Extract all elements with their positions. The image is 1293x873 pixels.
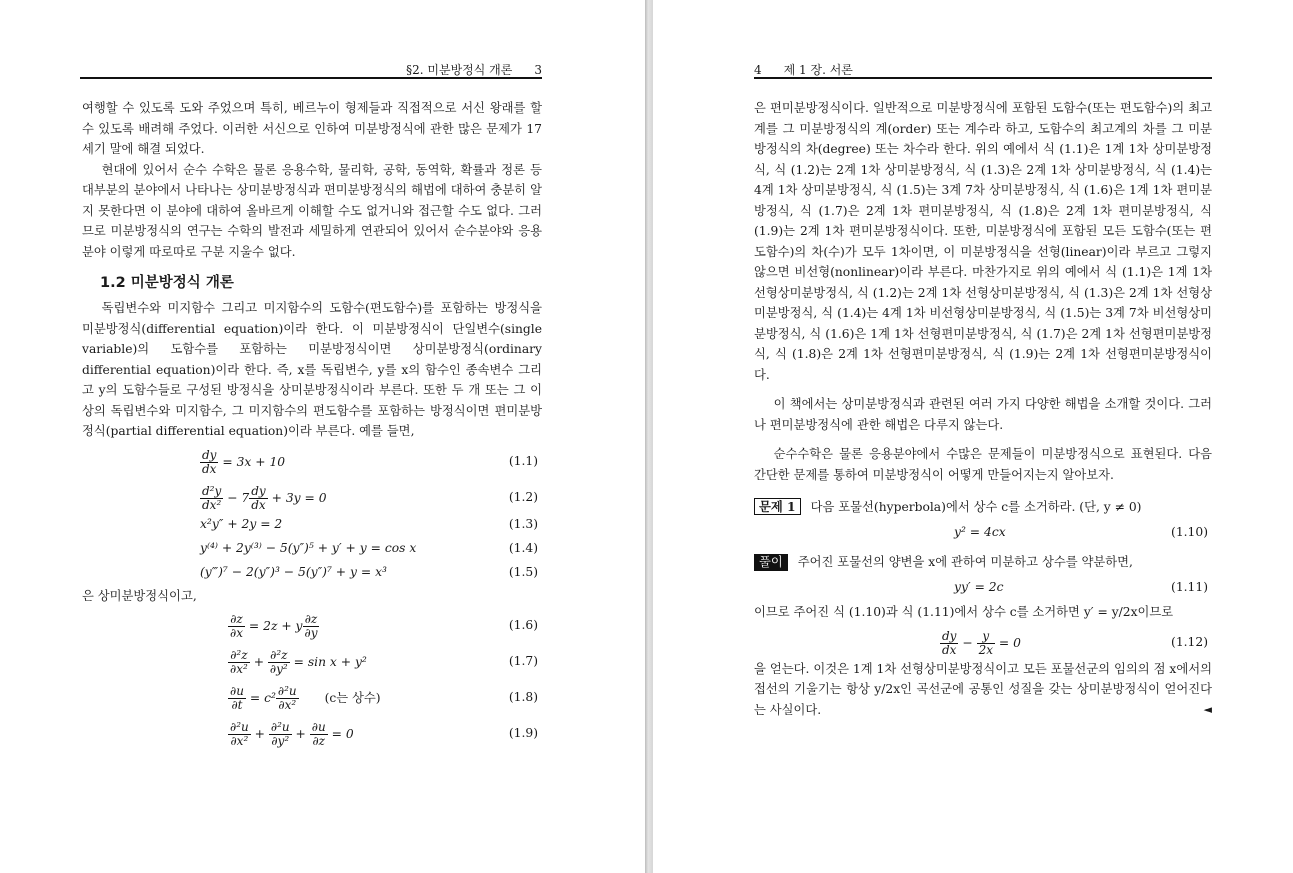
right-header-rule xyxy=(754,77,1212,79)
equation-1-7: $\frac{\text{∂²z}}{\text{∂x²}}$ + $\frac{\text{∂²z}}{\text{∂y²}}$ = sin x + y² (1.7) xyxy=(230,648,538,676)
equation-1-5 xyxy=(82,562,542,586)
paragraph-definition: 독립변수와 미지함수 그리고 미지함수의 도함수(편도함수)를 포함하는 방정식을 미분방정식(differential equation)이라 한다. 이 미분방정식이 단일변수(single variable)의 도함수를 포함하는 미분방정식이면 상미분방정식(ordinary differential equation)이라 한다. 즉, x를 독립변수, y를 x의 함수인 종속변수 그리고 y의 도함수들로 구성된 방정식을 상미분방정식이라 부른다. 또한 두 개 또는 그 이상의 독립변수와 미지함수, 그 미지함수의 편도함수를 포함하는 방정식이면 편미분방정식(partial differential equation)이라 부른다. 예를 들면, xyxy=(82,301,542,438)
paragraph-order-degree: 은 편미분방정식이다. 일반적으로 미분방정식에 포함된 도함수(또는 편도함수)의 최고계를 그 미분방정식의 계(order) 또는 계수라 하고, 도함수의 최고계의 차를 그 미분방정식의 차(degree) 또는 차수라 한다. 위의 예에서 식 (1.1)은 1계 1차 상미분방정식, 식 (1.2)는 2계 1차 상미분방정식, 식 (1.3)은 2계 1차 상미분방정식, 식 (1.4)는 4계 1차 상미분방정식, 식 (1.5)는 3계 7차 상미분방정식, 식 (1.6)은 1계 1차 편미분방정식, 식 (1.7)은 2계 1차 편미분방정식, 식 (1.8)은 2계 1차 편미분방정식, 식 (1.9)는 2계 1차 편미분방정식이다. 또한, 미분방정식에 포함된 모든 도함수(또는 편도함수)의 차(수)가 모두 1차이면, 이 미분방정식을 선형(linear)이라 부르고 그렇지 않으면 비선형(nonlinear)이라 부른다. 마찬가지로 위의 예에서 식 (1.1)은 1계 1차 선형상미분방정식, 식 (1.2)는 2계 1차 선형상미분방정식, 식 (1.3)은 2계 1차 선형상미분방정식, 식 (1.4)는 4계 1차 비선형상미분방정식, 식 (1.5)는 3계 7차 비선형상미분방정식, 식 (1.6)은 1계 1차 선형편미분방정식, 식 (1.7)은 2계 1차 선형편미분방정식, 식 (1.8)은 2계 1차 선형편미분방정식, 식 (1.9)는 2계 1차 선형편미분방정식이다. xyxy=(754,101,1212,382)
eq-1-8-number: (1.8) xyxy=(508,690,538,704)
equation-1-10 xyxy=(754,518,1212,546)
eq-1-7-rhs: = sin x + y² xyxy=(293,655,367,669)
section-title: 1.2 미분방정식 개론 xyxy=(100,275,234,291)
eq-1-11-text: yy′ = 2c xyxy=(954,580,1004,594)
problem-text: 다음 포물선(hyperbola)에서 상수 c를 소거하라. (단, y ≠ 0) xyxy=(810,500,1142,514)
right-header-chapter: 제 1 장. 서론 xyxy=(783,63,853,77)
right-page-number: 4 xyxy=(754,63,762,77)
eq-1-1-rhs: = 3x + 10 xyxy=(222,454,286,469)
eq-1-6-number: (1.6) xyxy=(508,618,538,632)
eq-1-5-text: (y‴)⁷ − 2(y″)³ − 5(y″)⁷ + y = x³ xyxy=(200,564,387,579)
eq-1-4-text: y⁽⁴⁾ + 2y⁽³⁾ − 5(y″)⁵ + y′ + y = cos x xyxy=(200,540,417,555)
equation-1-6: $\frac{\partial z}{\partial x}$ = 2z + y $\frac{\partial z}{\partial y}$ (1.6) xyxy=(230,612,538,640)
eq-1-12-rhs: = 0 xyxy=(998,635,1021,650)
eq-1-6-rhs: = 2z + y xyxy=(248,619,303,633)
left-header-section: §2. 미분방정식 개론 xyxy=(406,63,513,77)
solution-text: 주어진 포물선의 양변을 x에 관하여 미분하고 상수를 약분하면, xyxy=(797,554,1133,569)
eq-1-10-number: (1.10) xyxy=(1171,524,1208,539)
problem-statement xyxy=(754,497,1212,518)
eq-1-11-number: (1.11) xyxy=(1171,580,1208,594)
left-column xyxy=(82,98,542,750)
eq-1-2-number: (1.2) xyxy=(508,489,538,504)
elimination-text: 이므로 주어진 식 (1.10)과 식 (1.11)에서 상수 c를 소거하면 y′ = y/2x이므로 xyxy=(754,605,1174,619)
eq-1-12-number: (1.12) xyxy=(1171,634,1208,649)
eq-1-9-rhs: = 0 xyxy=(331,727,354,741)
book-gutter xyxy=(645,0,653,873)
eq-1-10-text: y² = 4cx xyxy=(954,524,1006,539)
eq-1-8-note: (c는 상수) xyxy=(324,691,381,705)
paragraph-history: 여행할 수 있도록 도와 주었으며 특히, 베르누이 형제들과 직접적으로 서신 왕래를 할 수 있도록 배려해 주었다. 이러한 서신으로 인하여 미분방정식에 관한 많은 문제가 17세기 말에 해결 되었다. xyxy=(82,101,542,156)
eq-1-2-rhs: + 3y = 0 xyxy=(271,490,327,505)
eq-1-9-number: (1.9) xyxy=(508,726,538,740)
equation-1-2: $\frac{\text{d²y}}{\text{dx²}}$ − 7 $\frac{dy}{dx}$ + 3y = 0 (1.2) xyxy=(202,483,538,512)
equation-1-11 xyxy=(754,572,1212,602)
equation-1-3 xyxy=(82,514,542,538)
eq-1-3-text: x²y″ + 2y = 2 xyxy=(200,516,283,531)
problem-label: 문제 1 xyxy=(754,498,801,515)
equation-1-8: $\frac{\partial u}{\partial t}$ = c² $\frac{\text{∂²u}}{\text{∂x²}}$ (c는 상수) (1.8) xyxy=(230,684,538,712)
equation-1-1: $\frac{dy}{dx}$ = 3x + 10 (1.1) xyxy=(202,447,538,476)
eq-1-7-number: (1.7) xyxy=(508,654,538,668)
conclusion-text xyxy=(754,659,1212,721)
eq-1-1-number: (1.1) xyxy=(508,453,538,468)
paragraph-modern: 현대에 있어서 순수 수학은 물론 응용수학, 물리학, 공학, 동역학, 확률과 정론 등 대부분의 분야에서 나타나는 상미분방정식과 편미분방정식의 해법에 대하여 충분히 알지 못한다면 이 분야에 대하여 올바르게 이해할 수도 없거니와 접근할 수도 없다. 그러므로 미분방정식의 연구는 수학의 발전과 세밀하게 연관되어 있어서 순수분야와 응용분야 이렇게 따로따로 구분 지울수 없다. xyxy=(82,162,542,259)
solution-statement xyxy=(754,552,1212,573)
eq-1-4-number: (1.4) xyxy=(508,540,538,555)
equation-1-12: $\frac{dy}{dx}$ − $\frac{y}{2x}$ = 0 (1.12) xyxy=(942,628,1208,657)
eq-1-5-number: (1.5) xyxy=(508,564,538,579)
end-of-proof-mark: ◄ xyxy=(1203,702,1212,716)
eq-1-3-number: (1.3) xyxy=(508,516,538,531)
right-column xyxy=(754,98,1212,720)
equation-1-9: $\frac{\text{∂²u}}{\text{∂x²}}$ + $\frac{\text{∂²u}}{\text{∂y²}}$ + $\frac{\partial u}{\partial z}$ = 0 (1.9) xyxy=(230,720,538,748)
eq-1-8-rhs: = c² xyxy=(249,691,276,705)
solution-label: 풀이 xyxy=(754,554,788,571)
connector-text: 은 상미분방정식이고, xyxy=(82,588,197,603)
left-page-number: 3 xyxy=(534,63,542,77)
left-header-rule xyxy=(80,77,542,79)
equation-1-4 xyxy=(82,538,542,562)
paragraph-motivation: 순수수학은 물론 응용분야에서 수많은 문제들이 미분방정식으로 표현된다. 다음 간단한 문제를 통하여 미분방정식이 어떻게 만들어지는지 알아보자. xyxy=(754,447,1212,482)
conclusion-body: 을 얻는다. 이것은 1계 1차 선형상미분방정식이고 모든 포물선군의 임의의 점 x에서의 접선의 기울기는 항상 y/2x인 곡선군에 공통인 성질을 갖는 상미분방정식이 얻어진다는 사실이다. xyxy=(754,661,1212,717)
paragraph-scope: 이 책에서는 상미분방정식과 관련된 여러 가지 다양한 해법을 소개할 것이다. 그러나 편미분방정식에 관한 해법은 다루지 않는다. xyxy=(754,397,1212,432)
